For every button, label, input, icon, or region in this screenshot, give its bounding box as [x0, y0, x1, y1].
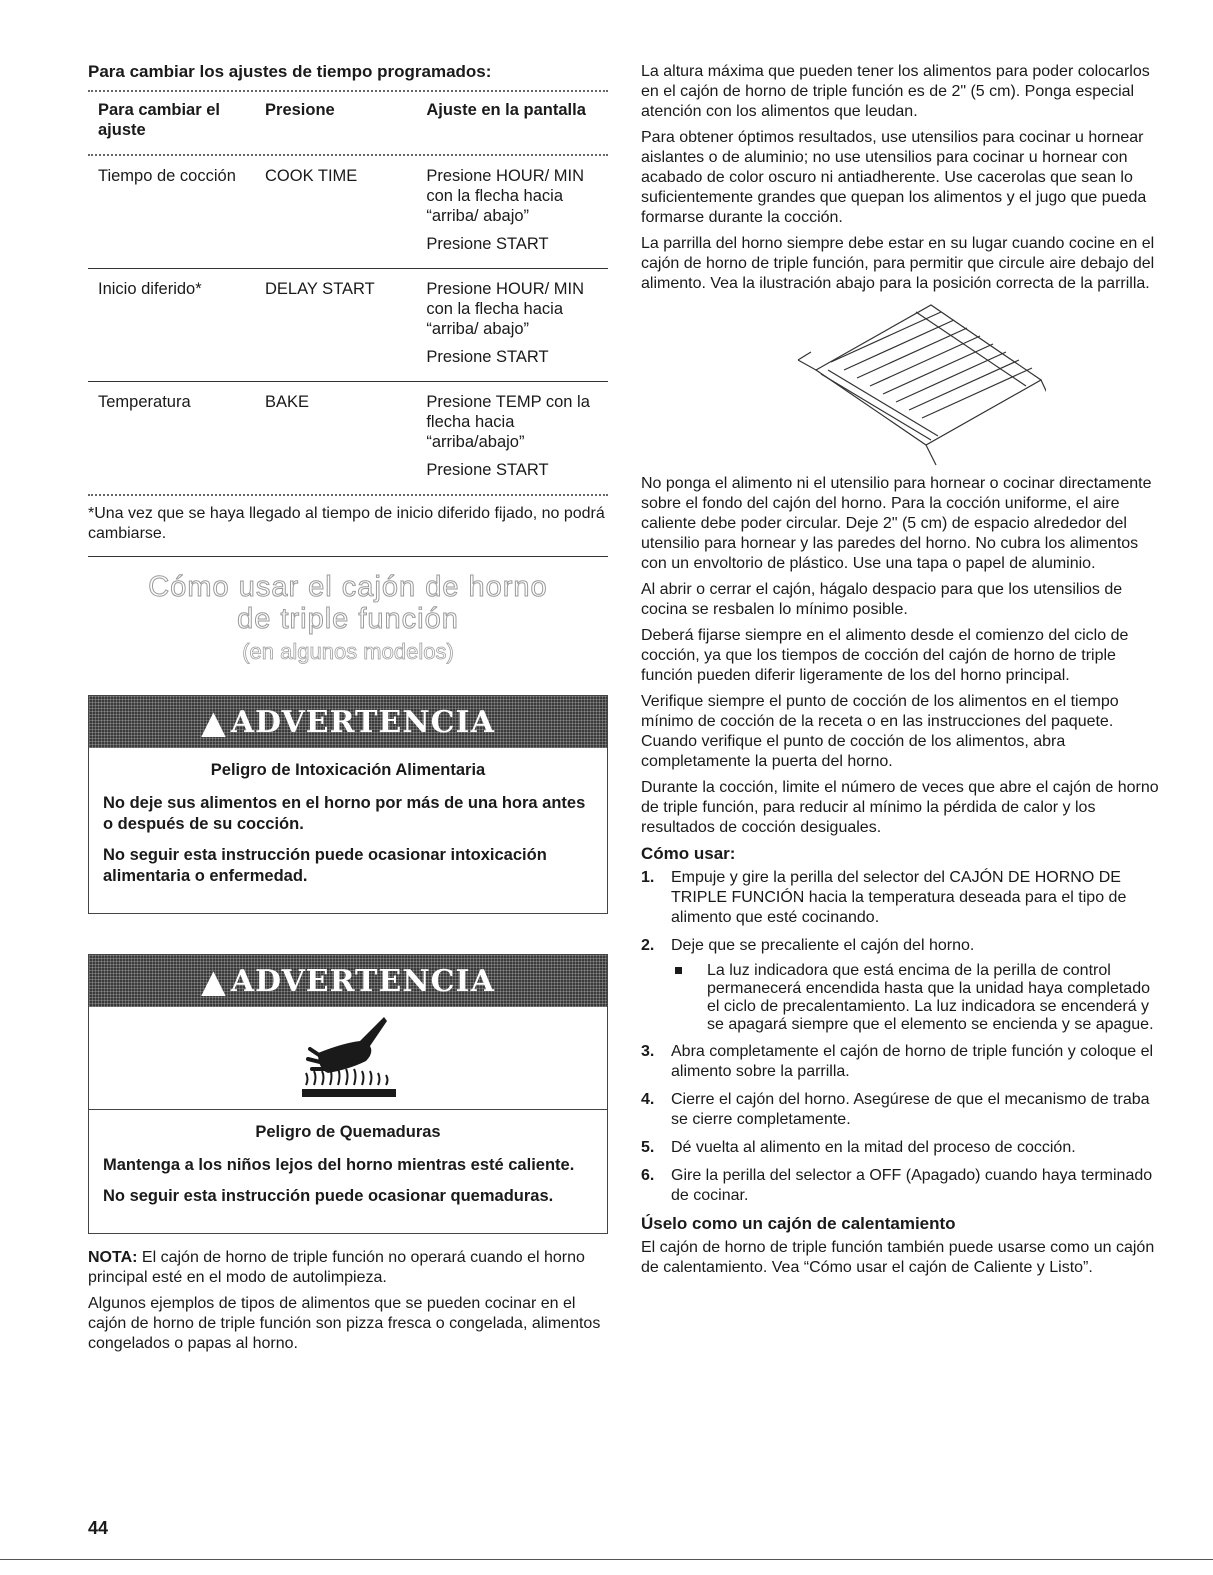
warning-text: No seguir esta instrucción puede ocasionar quemaduras.: [103, 1187, 554, 1205]
step-text: Dé vuelta al alimento en la mitad del proceso de cocción.: [671, 1139, 1076, 1156]
warning-title: Peligro de Quemaduras: [255, 1123, 441, 1141]
list-item: [641, 1166, 1161, 1206]
warning-header: [89, 696, 607, 748]
examples-paragraph: Algunos ejemplos de tipos de alimentos que se pueden cocinar en el cajón de horno de triple función son pizza fresca o congelada, alimentos congelados o papas al horno.: [88, 1295, 601, 1352]
paragraph: Verifique siempre el punto de cocción de los alimentos en el tiempo mínimo de cocción de la receta o en las instrucciones del paquete. Cuando verifique el punto de cocción de los alimentos, abra completamente la puerta del horno.: [641, 693, 1119, 770]
display-instruction: Presione START: [426, 461, 549, 479]
step-text: Abra completamente el cajón de horno de triple función y coloque el alimento sobre la parrilla.: [671, 1043, 1154, 1080]
list-item: [641, 868, 1161, 928]
oven-rack-illustration: [641, 300, 1161, 470]
drawer-title-line: de triple función: [237, 603, 459, 635]
table-cell: [426, 269, 608, 382]
page-number: 44: [88, 1518, 109, 1538]
left-column: [88, 62, 608, 1360]
drawer-section-subtitle: (en algunos modelos): [242, 639, 454, 664]
table-cell: Inicio diferido*: [88, 269, 265, 382]
section-title: Para cambiar los ajustes de tiempo programados:: [88, 62, 492, 81]
step-text: Gire la perilla del selector a OFF (Apagado) cuando haya terminado de cocinar.: [671, 1167, 1153, 1204]
warning-box-food: [88, 695, 608, 914]
table-cell: Tiempo de cocción: [88, 156, 265, 269]
warning-triangle-icon: ▲: [201, 703, 227, 741]
bullet-text: La luz indicadora que está encima de la perilla de control permanecerá encendida hasta que la unidad haya completado el ciclo de precalentamiento. La luz indicadora se encenderá y se apagará siempre que el elemento se encienda y se apague.: [707, 962, 1154, 1033]
table-header: Para cambiar el ajuste: [98, 101, 220, 139]
display-instruction: Presione HOUR/ MIN con la flecha hacia “arriba/ abajo”: [426, 167, 585, 225]
warming-drawer-heading: Úselo como un cajón de calentamiento: [641, 1214, 956, 1233]
table-cell: BAKE: [265, 393, 310, 411]
burn-hazard-icon: [89, 1007, 607, 1110]
display-instruction: Presione TEMP con la flecha hacia “arriba/abajo”: [426, 393, 590, 451]
paragraph: Deberá fijarse siempre en el alimento desde el comienzo del ciclo de cocción, ya que los tiempos de cocción del cajón de horno de triple función pueden diferir ligeramente de los del horno principal.: [641, 627, 1129, 684]
step-text: Empuje y gire la perilla del selector del CAJÓN DE HORNO DE TRIPLE FUNCIÓN hacia la temperatura deseada para el tipo de alimento que esté cocinando.: [671, 869, 1127, 926]
paragraph: Para obtener óptimos resultados, use utensilios para cocinar u hornear aislantes o de aluminio; no use utensilios para cocinar u hornear con acabado de color oscuro ni antiadherente. Use cacerolas que sean lo suficientemente grandes que quepan los alimentos y el jugo que pueda formarse durante la cocción.: [641, 129, 1147, 226]
paragraph: La parrilla del horno siempre debe estar en su lugar cuando cocine en el cajón de horno de triple función, para permitir que circule aire debajo del alimento. Vea la ilustración abajo para la posición correcta de la parrilla.: [641, 235, 1155, 292]
warning-text: No deje sus alimentos en el horno por más de una hora antes o después de su cocción.: [103, 794, 586, 833]
paragraph: Al abrir o cerrar el cajón, hágalo despacio para que los utensilios de cocina se resbalen lo mínimo posible.: [641, 581, 1123, 618]
paragraph: No ponga el alimento ni el utensilio para hornear o cocinar directamente sobre el fondo del cajón del horno. Para la cocción uniforme, el aire caliente debe poder circular. Deje 2" (5 cm) de espacio alrededor del utensilio para hornear y las paredes del horno. No cubra los alimentos con un envoltorio de plástico. Use una tapa o papel de aluminio.: [641, 475, 1152, 572]
table-cell: DELAY START: [265, 269, 426, 382]
warning-header: [89, 955, 607, 1007]
bullet-item: [671, 962, 1161, 1034]
display-instruction: Presione HOUR/ MIN con la flecha hacia “arriba/ abajo”: [426, 280, 585, 338]
table-row: [88, 156, 608, 269]
nota-paragraph: [88, 1248, 608, 1288]
table-cell: COOK TIME: [265, 156, 426, 269]
list-item: [641, 1042, 1161, 1082]
step-text: Cierre el cajón del horno. Asegúrese de que el mecanismo de traba se cierre completamente.: [671, 1091, 1150, 1128]
paragraph: El cajón de horno de triple función también puede usarse como un cajón de calentamiento. Vea “Cómo usar el cajón de Caliente y Listo”.: [641, 1239, 1155, 1276]
warning-title: Peligro de Intoxicación Alimentaria: [210, 761, 486, 779]
table-cell: [426, 382, 608, 495]
step-number: 2.: [641, 937, 655, 954]
warning-box-burn: [88, 954, 608, 1234]
warning-header-text: ADVERTENCIA: [230, 963, 495, 999]
footnote: *Una vez que se haya llegado al tiempo de inicio diferido fijado, no podrá cambiarse.: [88, 496, 608, 557]
step-text: Deje que se precaliente el cajón del horno.: [671, 937, 975, 954]
display-instruction: Presione START: [426, 348, 549, 366]
warning-text: No seguir esta instrucción puede ocasionar intoxicación alimentaria o enfermedad.: [103, 846, 547, 885]
nota-label: NOTA:: [88, 1249, 138, 1266]
how-to-use-heading: Cómo usar:: [641, 844, 736, 863]
warning-text: Mantenga a los niños lejos del horno mientras esté caliente.: [103, 1156, 575, 1174]
bottom-rule: [0, 1559, 1213, 1560]
step-number: 1.: [641, 869, 655, 886]
steps-list: [641, 868, 1161, 1206]
drawer-section-title: [88, 571, 608, 635]
table-row: [88, 269, 608, 382]
square-bullet-icon: [675, 967, 682, 974]
step-number: 4.: [641, 1091, 655, 1108]
list-item: [641, 1138, 1161, 1158]
warning-triangle-icon: ▲: [201, 962, 227, 1000]
display-instruction: Presione START: [426, 235, 549, 253]
step-number: 3.: [641, 1043, 655, 1060]
table-header: Ajuste en la pantalla: [426, 101, 586, 119]
list-item: [641, 936, 1161, 1034]
step-number: 6.: [641, 1167, 655, 1184]
table-cell: [426, 156, 608, 269]
warning-header-text: ADVERTENCIA: [230, 704, 495, 740]
drawer-title-line: Cómo usar el cajón de horno: [148, 571, 548, 603]
table-header: Presione: [265, 101, 335, 119]
paragraph: Durante la cocción, limite el número de veces que abre el cajón de horno de triple función, para reducir al mínimo la pérdida de calor y los resultados de cocción desiguales.: [641, 779, 1159, 836]
nota-text: El cajón de horno de triple función no operará cuando el horno principal esté en el modo de autolimpieza.: [88, 1249, 585, 1286]
paragraph: La altura máxima que pueden tener los alimentos para poder colocarlos en el cajón de horno de triple función es de 2" (5 cm). Ponga especial atención con los alimentos que leudan.: [641, 63, 1150, 120]
list-item: [641, 1090, 1161, 1130]
step-number: 5.: [641, 1139, 655, 1156]
right-column: [641, 62, 1161, 1284]
table-cell: Temperatura: [98, 393, 191, 411]
settings-table: [88, 92, 608, 494]
table-row: [88, 382, 608, 495]
